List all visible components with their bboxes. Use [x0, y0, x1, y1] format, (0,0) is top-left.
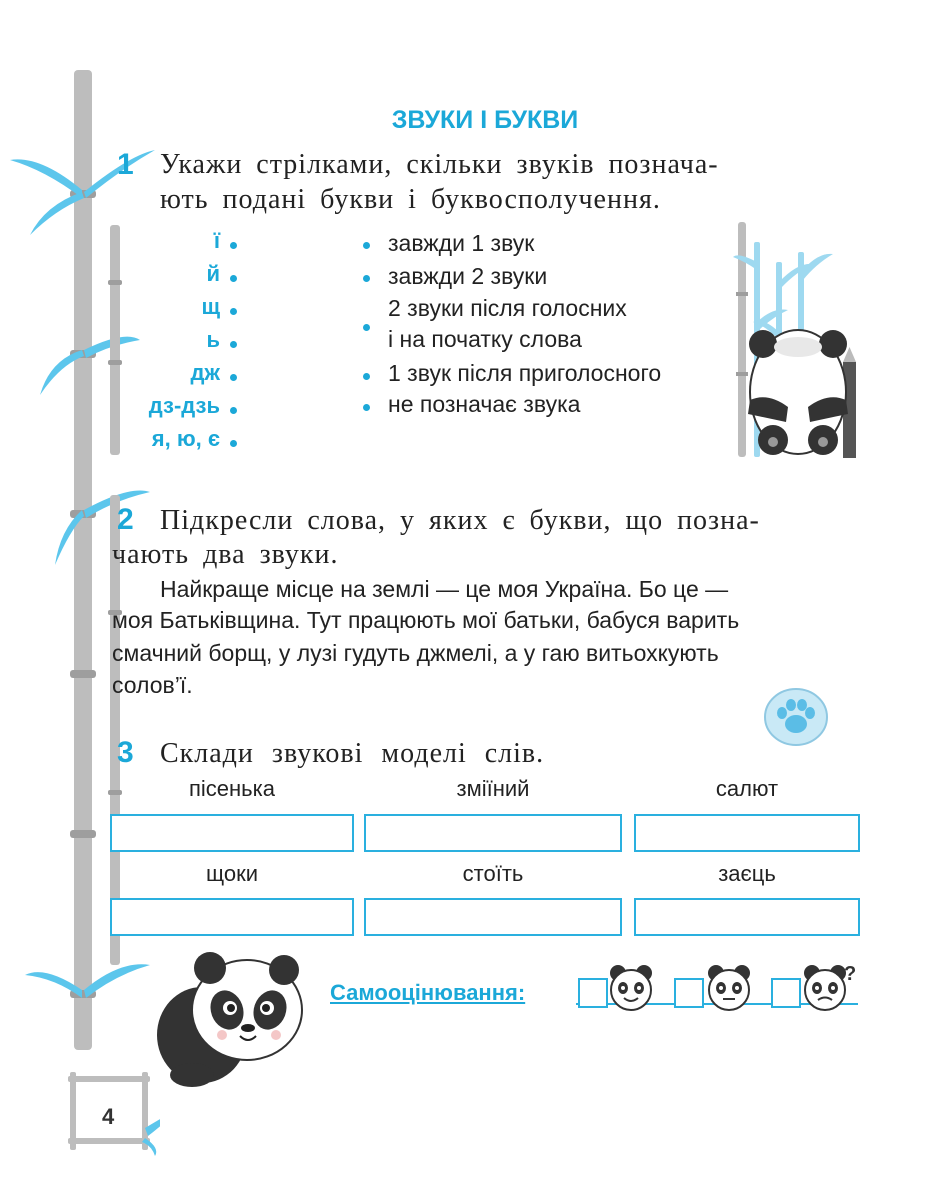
letters-column: [120, 228, 220, 458]
sound-model-box[interactable]: [364, 814, 622, 852]
task-instruction: ють подані букви і буквосполучення.: [160, 184, 661, 215]
letter-dot[interactable]: [230, 374, 237, 381]
letter-item: щ: [201, 294, 220, 319]
word-label: зміїний: [456, 776, 530, 801]
option-dot[interactable]: [363, 404, 370, 411]
option-dot[interactable]: [363, 324, 370, 331]
page-title: ЗВУКИ І БУКВИ: [391, 106, 579, 134]
letter-dot[interactable]: [230, 407, 237, 414]
option-item: і на початку слова: [388, 326, 582, 352]
word-label: салют: [715, 776, 779, 801]
word-label: пісенька: [189, 776, 275, 801]
panda-illustration: [152, 950, 312, 1090]
self-assessment-checkbox[interactable]: [771, 978, 801, 1008]
task-number: 1: [117, 148, 134, 181]
letter-dot[interactable]: [230, 242, 237, 249]
self-assessment-label: Самооцінювання:: [330, 980, 526, 1005]
option-dot[interactable]: [363, 275, 370, 282]
option-dot[interactable]: [363, 242, 370, 249]
letter-item: й: [206, 261, 220, 286]
sound-model-box[interactable]: [110, 898, 354, 936]
paw-print-icon: [762, 686, 830, 748]
task-number: 3: [117, 736, 134, 769]
letter-item: я, ю, є: [151, 426, 220, 451]
word-label: стоїть: [462, 861, 524, 886]
task-instruction: Підкресли слова, у яких є букви, що позна-: [160, 505, 760, 536]
word-label: заєць: [718, 861, 776, 886]
word-label: щоки: [205, 861, 258, 886]
letter-item: дз-дзь: [148, 393, 220, 418]
task-text-line: смачний борщ, у лузі гудуть джмелі, а у гаю витьохкують: [112, 640, 719, 666]
task-text-line: моя Батьківщина. Тут працюють мої батьки, бабуся варить: [112, 607, 740, 633]
task-instruction: Укажи стрілками, скільки звуків познача-: [160, 149, 719, 180]
option-dot[interactable]: [363, 373, 370, 380]
self-assessment-checkbox[interactable]: [674, 978, 704, 1008]
task-number: 2: [117, 503, 134, 536]
task-text-line: Найкраще місце на землі — це моя Україна. Бо це —: [160, 576, 729, 602]
option-item: 1 звук після приголосного: [388, 360, 662, 386]
confused-panda-face-icon: [800, 960, 862, 1014]
letter-dot[interactable]: [230, 308, 237, 315]
letter-item: ь: [206, 327, 220, 352]
sound-model-box[interactable]: [364, 898, 622, 936]
happy-panda-face-icon: [606, 963, 656, 1013]
task-instruction: чають два звуки.: [112, 539, 339, 570]
sound-model-box[interactable]: [634, 898, 860, 936]
letter-dot[interactable]: [230, 275, 237, 282]
letter-dot[interactable]: [230, 440, 237, 447]
self-assessment-checkbox[interactable]: [578, 978, 608, 1008]
option-item: 2 звуки після голосних: [388, 295, 627, 321]
page-number: 4: [102, 1104, 115, 1129]
option-item: не позначає звука: [388, 391, 581, 417]
letter-item: ї: [213, 228, 220, 253]
panda-pencil-illustration: [728, 222, 868, 462]
letter-dot[interactable]: [230, 341, 237, 348]
task-text-line: солов’ї.: [112, 672, 193, 698]
svg-text:?: ?: [844, 963, 857, 985]
option-item: завжди 1 звук: [388, 230, 535, 256]
sound-model-box[interactable]: [110, 814, 354, 852]
task-instruction: Склади звукові моделі слів.: [160, 738, 545, 769]
neutral-panda-face-icon: [704, 963, 754, 1013]
sound-model-box[interactable]: [634, 814, 860, 852]
letter-item: дж: [190, 360, 220, 385]
option-item: завжди 2 звуки: [388, 263, 548, 289]
